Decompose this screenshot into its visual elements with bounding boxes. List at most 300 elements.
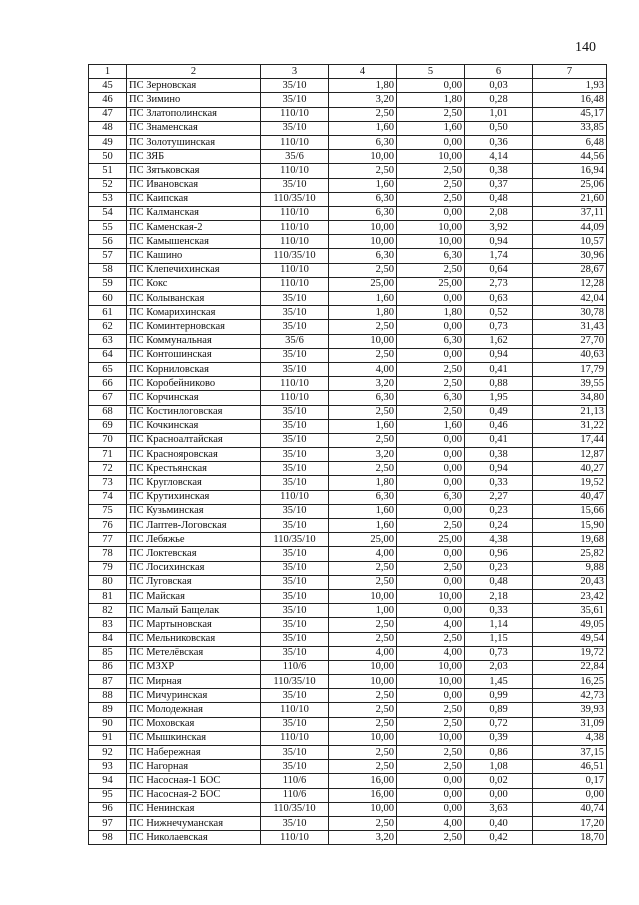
substation-name-cell: ПС Контошинская xyxy=(127,348,261,362)
substation-name-cell: ПС Луговская xyxy=(127,575,261,589)
row-number-cell: 68 xyxy=(89,405,127,419)
value-col7-cell: 17,20 xyxy=(533,816,607,830)
value-col7-cell: 6,48 xyxy=(533,135,607,149)
table-row xyxy=(89,561,607,575)
substation-name-cell: ПС Кашино xyxy=(127,249,261,263)
value-col5-cell: 0,00 xyxy=(397,547,465,561)
table-row xyxy=(89,746,607,760)
column-header: 7 xyxy=(533,65,607,79)
substation-name-cell: ПС Мичуринская xyxy=(127,689,261,703)
voltage-cell: 35/6 xyxy=(261,150,329,164)
substation-name-cell: ПС Коммунальная xyxy=(127,334,261,348)
table-row xyxy=(89,604,607,618)
value-col7-cell: 49,05 xyxy=(533,618,607,632)
voltage-cell: 110/10 xyxy=(261,391,329,405)
value-col7-cell: 17,79 xyxy=(533,362,607,376)
value-col6-cell: 0,23 xyxy=(465,504,533,518)
table-row xyxy=(89,107,607,121)
value-col4-cell: 10,00 xyxy=(329,802,397,816)
value-col7-cell: 4,38 xyxy=(533,731,607,745)
voltage-cell: 110/35/10 xyxy=(261,533,329,547)
value-col6-cell: 0,50 xyxy=(465,121,533,135)
table-row xyxy=(89,731,607,745)
value-col6-cell: 0,52 xyxy=(465,306,533,320)
value-col6-cell: 0,73 xyxy=(465,646,533,660)
value-col6-cell: 2,08 xyxy=(465,206,533,220)
value-col6-cell: 0,02 xyxy=(465,774,533,788)
substation-name-cell: ПС Метелёвская xyxy=(127,646,261,660)
table-row xyxy=(89,79,607,93)
table-row xyxy=(89,121,607,135)
table-row xyxy=(89,135,607,149)
substation-name-cell: ПС Моховская xyxy=(127,717,261,731)
table-row xyxy=(89,632,607,646)
voltage-cell: 35/10 xyxy=(261,760,329,774)
table-row xyxy=(89,93,607,107)
value-col5-cell: 25,00 xyxy=(397,277,465,291)
row-number-cell: 97 xyxy=(89,816,127,830)
value-col6-cell: 0,38 xyxy=(465,164,533,178)
value-col6-cell: 0,46 xyxy=(465,419,533,433)
value-col5-cell: 1,80 xyxy=(397,93,465,107)
value-col7-cell: 44,09 xyxy=(533,221,607,235)
value-col7-cell: 37,11 xyxy=(533,206,607,220)
substation-name-cell: ПС Ивановская xyxy=(127,178,261,192)
voltage-cell: 35/10 xyxy=(261,504,329,518)
substation-name-cell: ПС Корчинская xyxy=(127,391,261,405)
value-col7-cell: 30,96 xyxy=(533,249,607,263)
table-row xyxy=(89,476,607,490)
table-row xyxy=(89,433,607,447)
substation-name-cell: ПС Колыванская xyxy=(127,292,261,306)
value-col7-cell: 44,56 xyxy=(533,150,607,164)
value-col4-cell: 25,00 xyxy=(329,533,397,547)
table-row xyxy=(89,448,607,462)
value-col6-cell: 2,73 xyxy=(465,277,533,291)
value-col4-cell: 2,50 xyxy=(329,561,397,575)
value-col5-cell: 10,00 xyxy=(397,660,465,674)
value-col6-cell: 0,99 xyxy=(465,689,533,703)
row-number-cell: 83 xyxy=(89,618,127,632)
value-col5-cell: 2,50 xyxy=(397,362,465,376)
table-row xyxy=(89,717,607,731)
header-row xyxy=(89,65,607,79)
value-col4-cell: 6,30 xyxy=(329,135,397,149)
table-row xyxy=(89,348,607,362)
table-row xyxy=(89,362,607,376)
row-number-cell: 64 xyxy=(89,348,127,362)
value-col7-cell: 37,15 xyxy=(533,746,607,760)
value-col4-cell: 2,50 xyxy=(329,462,397,476)
value-col5-cell: 0,00 xyxy=(397,320,465,334)
value-col5-cell: 0,00 xyxy=(397,604,465,618)
value-col7-cell: 31,43 xyxy=(533,320,607,334)
value-col5-cell: 4,00 xyxy=(397,816,465,830)
value-col6-cell: 0,49 xyxy=(465,405,533,419)
voltage-cell: 35/10 xyxy=(261,79,329,93)
substation-name-cell: ПС Нижнечуманская xyxy=(127,816,261,830)
value-col4-cell: 6,30 xyxy=(329,391,397,405)
value-col5-cell: 10,00 xyxy=(397,221,465,235)
value-col5-cell: 0,00 xyxy=(397,802,465,816)
value-col4-cell: 2,50 xyxy=(329,746,397,760)
value-col4-cell: 2,50 xyxy=(329,320,397,334)
value-col5-cell: 0,00 xyxy=(397,292,465,306)
row-number-cell: 54 xyxy=(89,206,127,220)
value-col6-cell: 1,74 xyxy=(465,249,533,263)
voltage-cell: 110/10 xyxy=(261,277,329,291)
voltage-cell: 110/10 xyxy=(261,263,329,277)
voltage-cell: 35/10 xyxy=(261,816,329,830)
row-number-cell: 81 xyxy=(89,589,127,603)
value-col4-cell: 1,60 xyxy=(329,121,397,135)
row-number-cell: 82 xyxy=(89,604,127,618)
value-col5-cell: 0,00 xyxy=(397,448,465,462)
value-col6-cell: 3,63 xyxy=(465,802,533,816)
substation-name-cell: ПС Мышкинская xyxy=(127,731,261,745)
value-col7-cell: 16,25 xyxy=(533,675,607,689)
value-col7-cell: 0,17 xyxy=(533,774,607,788)
value-col5-cell: 10,00 xyxy=(397,150,465,164)
value-col7-cell: 1,93 xyxy=(533,79,607,93)
value-col4-cell: 1,00 xyxy=(329,604,397,618)
value-col4-cell: 6,30 xyxy=(329,490,397,504)
voltage-cell: 35/10 xyxy=(261,547,329,561)
table-row xyxy=(89,660,607,674)
value-col7-cell: 18,70 xyxy=(533,831,607,845)
value-col4-cell: 4,00 xyxy=(329,646,397,660)
row-number-cell: 52 xyxy=(89,178,127,192)
substation-name-cell: ПС Ненинская xyxy=(127,802,261,816)
substation-name-cell: ПС Красноалтайская xyxy=(127,433,261,447)
value-col7-cell: 46,51 xyxy=(533,760,607,774)
substation-name-cell: ПС Лебяжье xyxy=(127,533,261,547)
value-col5-cell: 2,50 xyxy=(397,703,465,717)
voltage-cell: 35/10 xyxy=(261,306,329,320)
column-header: 5 xyxy=(397,65,465,79)
value-col5-cell: 10,00 xyxy=(397,589,465,603)
substation-name-cell: ПС Корниловская xyxy=(127,362,261,376)
substation-name-cell: ПС Малый Бащелак xyxy=(127,604,261,618)
row-number-cell: 91 xyxy=(89,731,127,745)
table-row xyxy=(89,675,607,689)
voltage-cell: 35/10 xyxy=(261,589,329,603)
substation-name-cell: ПС МЗХР xyxy=(127,660,261,674)
substation-name-cell: ПС Знаменская xyxy=(127,121,261,135)
row-number-cell: 74 xyxy=(89,490,127,504)
value-col4-cell: 3,20 xyxy=(329,831,397,845)
table-row xyxy=(89,292,607,306)
substation-name-cell: ПС Камышенская xyxy=(127,235,261,249)
value-col5-cell: 0,00 xyxy=(397,774,465,788)
substation-name-cell: ПС Молодежная xyxy=(127,703,261,717)
value-col6-cell: 4,14 xyxy=(465,150,533,164)
value-col4-cell: 6,30 xyxy=(329,249,397,263)
value-col5-cell: 2,50 xyxy=(397,192,465,206)
row-number-cell: 53 xyxy=(89,192,127,206)
value-col7-cell: 23,42 xyxy=(533,589,607,603)
row-number-cell: 55 xyxy=(89,221,127,235)
value-col6-cell: 0,94 xyxy=(465,235,533,249)
value-col5-cell: 1,80 xyxy=(397,306,465,320)
row-number-cell: 63 xyxy=(89,334,127,348)
column-header: 3 xyxy=(261,65,329,79)
value-col5-cell: 0,00 xyxy=(397,135,465,149)
value-col6-cell: 0,48 xyxy=(465,192,533,206)
row-number-cell: 59 xyxy=(89,277,127,291)
row-number-cell: 73 xyxy=(89,476,127,490)
value-col5-cell: 0,00 xyxy=(397,348,465,362)
value-col7-cell: 31,09 xyxy=(533,717,607,731)
row-number-cell: 45 xyxy=(89,79,127,93)
value-col4-cell: 1,60 xyxy=(329,519,397,533)
substation-name-cell: ПС Нагорная xyxy=(127,760,261,774)
substation-name-cell: ПС Крестьянская xyxy=(127,462,261,476)
voltage-cell: 110/10 xyxy=(261,221,329,235)
value-col7-cell: 16,48 xyxy=(533,93,607,107)
table-row xyxy=(89,405,607,419)
value-col7-cell: 10,57 xyxy=(533,235,607,249)
voltage-cell: 35/10 xyxy=(261,405,329,419)
value-col7-cell: 0,00 xyxy=(533,788,607,802)
value-col7-cell: 49,54 xyxy=(533,632,607,646)
value-col5-cell: 2,50 xyxy=(397,263,465,277)
table-row xyxy=(89,646,607,660)
table-row xyxy=(89,249,607,263)
table-row xyxy=(89,391,607,405)
substation-name-cell: ПС Мельниковская xyxy=(127,632,261,646)
voltage-cell: 35/10 xyxy=(261,419,329,433)
row-number-cell: 60 xyxy=(89,292,127,306)
substation-name-cell: ПС ЗЯБ xyxy=(127,150,261,164)
column-header: 1 xyxy=(89,65,127,79)
value-col7-cell: 40,63 xyxy=(533,348,607,362)
value-col7-cell: 15,66 xyxy=(533,504,607,518)
value-col4-cell: 2,50 xyxy=(329,348,397,362)
voltage-cell: 110/6 xyxy=(261,660,329,674)
table-row xyxy=(89,689,607,703)
value-col5-cell: 0,00 xyxy=(397,433,465,447)
row-number-cell: 80 xyxy=(89,575,127,589)
value-col4-cell: 10,00 xyxy=(329,334,397,348)
substation-name-cell: ПС Комарихинская xyxy=(127,306,261,320)
substation-name-cell: ПС Костинлоговская xyxy=(127,405,261,419)
voltage-cell: 35/10 xyxy=(261,746,329,760)
value-col5-cell: 2,50 xyxy=(397,377,465,391)
row-number-cell: 46 xyxy=(89,93,127,107)
value-col4-cell: 2,50 xyxy=(329,405,397,419)
row-number-cell: 49 xyxy=(89,135,127,149)
voltage-cell: 35/10 xyxy=(261,519,329,533)
value-col4-cell: 2,50 xyxy=(329,618,397,632)
voltage-cell: 35/10 xyxy=(261,448,329,462)
value-col5-cell: 6,30 xyxy=(397,490,465,504)
table-row xyxy=(89,816,607,830)
row-number-cell: 71 xyxy=(89,448,127,462)
row-number-cell: 95 xyxy=(89,788,127,802)
value-col6-cell: 0,64 xyxy=(465,263,533,277)
value-col5-cell: 4,00 xyxy=(397,646,465,660)
value-col6-cell: 1,08 xyxy=(465,760,533,774)
value-col4-cell: 2,50 xyxy=(329,717,397,731)
voltage-cell: 35/10 xyxy=(261,348,329,362)
row-number-cell: 88 xyxy=(89,689,127,703)
value-col6-cell: 0,41 xyxy=(465,362,533,376)
value-col4-cell: 1,80 xyxy=(329,79,397,93)
value-col6-cell: 0,28 xyxy=(465,93,533,107)
substation-name-cell: ПС Каменская-2 xyxy=(127,221,261,235)
substation-name-cell: ПС Зятьковская xyxy=(127,164,261,178)
substation-name-cell: ПС Зерновская xyxy=(127,79,261,93)
voltage-cell: 35/10 xyxy=(261,561,329,575)
column-header: 2 xyxy=(127,65,261,79)
value-col5-cell: 2,50 xyxy=(397,561,465,575)
value-col7-cell: 28,67 xyxy=(533,263,607,277)
row-number-cell: 70 xyxy=(89,433,127,447)
table-row xyxy=(89,831,607,845)
voltage-cell: 110/35/10 xyxy=(261,802,329,816)
voltage-cell: 35/10 xyxy=(261,362,329,376)
value-col5-cell: 0,00 xyxy=(397,79,465,93)
table-row xyxy=(89,164,607,178)
voltage-cell: 110/10 xyxy=(261,107,329,121)
value-col7-cell: 42,73 xyxy=(533,689,607,703)
value-col7-cell: 31,22 xyxy=(533,419,607,433)
value-col5-cell: 0,00 xyxy=(397,504,465,518)
voltage-cell: 35/10 xyxy=(261,433,329,447)
value-col6-cell: 0,48 xyxy=(465,575,533,589)
voltage-cell: 35/10 xyxy=(261,689,329,703)
value-col7-cell: 17,44 xyxy=(533,433,607,447)
voltage-cell: 35/10 xyxy=(261,320,329,334)
substation-name-cell: ПС Майская xyxy=(127,589,261,603)
voltage-cell: 35/10 xyxy=(261,292,329,306)
table-row xyxy=(89,788,607,802)
value-col4-cell: 10,00 xyxy=(329,235,397,249)
value-col6-cell: 0,37 xyxy=(465,178,533,192)
substation-name-cell: ПС Мирная xyxy=(127,675,261,689)
row-number-cell: 62 xyxy=(89,320,127,334)
value-col5-cell: 0,00 xyxy=(397,206,465,220)
value-col7-cell: 21,13 xyxy=(533,405,607,419)
value-col4-cell: 1,60 xyxy=(329,419,397,433)
table-row xyxy=(89,774,607,788)
row-number-cell: 78 xyxy=(89,547,127,561)
table-row xyxy=(89,504,607,518)
table-row xyxy=(89,547,607,561)
value-col7-cell: 42,04 xyxy=(533,292,607,306)
table-row xyxy=(89,306,607,320)
voltage-cell: 110/10 xyxy=(261,703,329,717)
value-col5-cell: 2,50 xyxy=(397,107,465,121)
value-col7-cell: 45,17 xyxy=(533,107,607,121)
row-number-cell: 77 xyxy=(89,533,127,547)
value-col5-cell: 0,00 xyxy=(397,462,465,476)
voltage-cell: 35/10 xyxy=(261,604,329,618)
voltage-cell: 110/10 xyxy=(261,206,329,220)
voltage-cell: 110/10 xyxy=(261,731,329,745)
value-col6-cell: 0,23 xyxy=(465,561,533,575)
value-col6-cell: 0,72 xyxy=(465,717,533,731)
table-row xyxy=(89,462,607,476)
substation-name-cell: ПС Калманская xyxy=(127,206,261,220)
substation-name-cell: ПС Зимино xyxy=(127,93,261,107)
substation-name-cell: ПС Насосная-2 БОС xyxy=(127,788,261,802)
value-col6-cell: 0,33 xyxy=(465,476,533,490)
voltage-cell: 35/10 xyxy=(261,632,329,646)
voltage-cell: 110/10 xyxy=(261,377,329,391)
value-col6-cell: 0,39 xyxy=(465,731,533,745)
row-number-cell: 89 xyxy=(89,703,127,717)
value-col6-cell: 0,40 xyxy=(465,816,533,830)
value-col5-cell: 1,60 xyxy=(397,121,465,135)
substation-name-cell: ПС Золотушинская xyxy=(127,135,261,149)
value-col4-cell: 2,50 xyxy=(329,433,397,447)
column-header: 6 xyxy=(465,65,533,79)
voltage-cell: 110/6 xyxy=(261,774,329,788)
row-number-cell: 47 xyxy=(89,107,127,121)
row-number-cell: 50 xyxy=(89,150,127,164)
row-number-cell: 79 xyxy=(89,561,127,575)
table-row xyxy=(89,519,607,533)
value-col4-cell: 1,60 xyxy=(329,504,397,518)
row-number-cell: 84 xyxy=(89,632,127,646)
value-col5-cell: 2,50 xyxy=(397,717,465,731)
substation-name-cell: ПС Кругловская xyxy=(127,476,261,490)
value-col6-cell: 2,27 xyxy=(465,490,533,504)
value-col6-cell: 0,94 xyxy=(465,348,533,362)
value-col4-cell: 6,30 xyxy=(329,206,397,220)
value-col4-cell: 1,60 xyxy=(329,178,397,192)
row-number-cell: 85 xyxy=(89,646,127,660)
value-col6-cell: 2,18 xyxy=(465,589,533,603)
value-col7-cell: 21,60 xyxy=(533,192,607,206)
value-col7-cell: 19,72 xyxy=(533,646,607,660)
value-col7-cell: 9,88 xyxy=(533,561,607,575)
value-col6-cell: 3,92 xyxy=(465,221,533,235)
table-row xyxy=(89,618,607,632)
row-number-cell: 57 xyxy=(89,249,127,263)
value-col4-cell: 10,00 xyxy=(329,589,397,603)
value-col6-cell: 0,86 xyxy=(465,746,533,760)
voltage-cell: 35/6 xyxy=(261,334,329,348)
table-row xyxy=(89,533,607,547)
substation-name-cell: ПС Мартыновская xyxy=(127,618,261,632)
value-col6-cell: 1,45 xyxy=(465,675,533,689)
row-number-cell: 67 xyxy=(89,391,127,405)
substation-name-cell: ПС Локтевская xyxy=(127,547,261,561)
table-row xyxy=(89,277,607,291)
value-col4-cell: 2,50 xyxy=(329,632,397,646)
row-number-cell: 93 xyxy=(89,760,127,774)
row-number-cell: 92 xyxy=(89,746,127,760)
substation-name-cell: ПС Златополинская xyxy=(127,107,261,121)
value-col5-cell: 6,30 xyxy=(397,334,465,348)
table-row xyxy=(89,320,607,334)
value-col4-cell: 2,50 xyxy=(329,760,397,774)
value-col7-cell: 16,94 xyxy=(533,164,607,178)
table-row xyxy=(89,802,607,816)
substation-table xyxy=(88,64,607,845)
value-col4-cell: 2,50 xyxy=(329,575,397,589)
value-col7-cell: 22,84 xyxy=(533,660,607,674)
row-number-cell: 86 xyxy=(89,660,127,674)
row-number-cell: 69 xyxy=(89,419,127,433)
voltage-cell: 110/6 xyxy=(261,788,329,802)
value-col4-cell: 10,00 xyxy=(329,660,397,674)
voltage-cell: 35/10 xyxy=(261,462,329,476)
value-col7-cell: 39,55 xyxy=(533,377,607,391)
